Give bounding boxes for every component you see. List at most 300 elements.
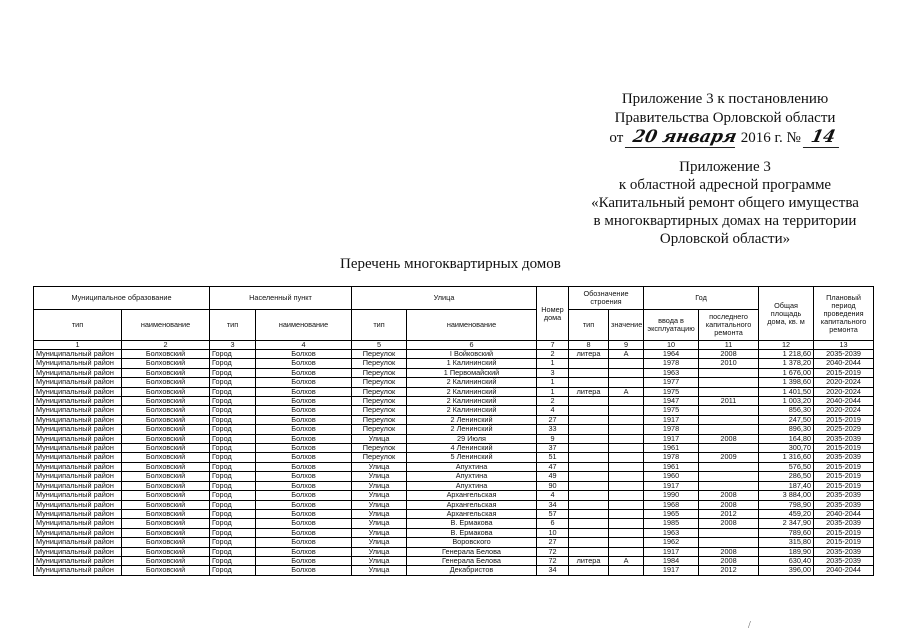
cell-year-last-repair: 2008 [699, 350, 759, 359]
cell-street-type: Улица [352, 519, 407, 528]
cell-settlement-name: Болхов [256, 453, 352, 462]
column-number: 13 [814, 341, 874, 350]
table-row [34, 406, 874, 415]
cell-year-commissioned: 1962 [644, 538, 699, 547]
cell-settlement-name: Болхов [256, 519, 352, 528]
cell-settlement-name: Болхов [256, 387, 352, 396]
cell-settlement-type: Город [210, 491, 256, 500]
cell-settlement-type: Город [210, 387, 256, 396]
column-number: 12 [759, 341, 814, 350]
cell-municipality-type: Муниципальный район [34, 472, 122, 481]
cell-house-number: 49 [537, 472, 569, 481]
cell-municipality-type: Муниципальный район [34, 378, 122, 387]
cell-municipality-type: Муниципальный район [34, 350, 122, 359]
cell-planned-period: 2040-2044 [814, 509, 874, 518]
cell-planned-period: 2015-2019 [814, 444, 874, 453]
cell-settlement-type: Город [210, 444, 256, 453]
cell-building-type [569, 509, 609, 518]
cell-year-commissioned: 1978 [644, 453, 699, 462]
cell-total-area: 1 316,60 [759, 453, 814, 462]
program-appendix-line2: к областной адресной программе [618, 177, 832, 193]
cell-year-commissioned: 1917 [644, 415, 699, 424]
cell-settlement-name: Болхов [256, 434, 352, 443]
cell-municipality-type: Муниципальный район [34, 547, 122, 556]
cell-settlement-type: Город [210, 368, 256, 377]
cell-year-last-repair: 2008 [699, 491, 759, 500]
cell-settlement-type: Город [210, 538, 256, 547]
cell-settlement-name: Болхов [256, 397, 352, 406]
cell-building-value [609, 566, 644, 575]
cell-municipality-type: Муниципальный район [34, 415, 122, 424]
cell-street-name: В. Ермакова [407, 528, 537, 537]
program-appendix-header [540, 158, 905, 248]
cell-settlement-name: Болхов [256, 406, 352, 415]
table-row [34, 350, 874, 359]
table-row [34, 566, 874, 575]
cell-street-type: Переулок [352, 359, 407, 368]
cell-street-type: Переулок [352, 453, 407, 462]
cell-settlement-name: Болхов [256, 378, 352, 387]
table-row [34, 415, 874, 424]
cell-municipality-name: Болховский [122, 350, 210, 359]
cell-total-area: 315,80 [759, 538, 814, 547]
cell-year-last-repair: 2012 [699, 509, 759, 518]
cell-municipality-name: Болховский [122, 359, 210, 368]
cell-street-name: Генерала Белова [407, 556, 537, 565]
table-row [34, 387, 874, 396]
cell-building-value [609, 472, 644, 481]
program-appendix-line5: Орловской области» [659, 231, 791, 247]
cell-year-commissioned: 1917 [644, 434, 699, 443]
cell-street-name: Архангельская [407, 509, 537, 518]
cell-total-area: 189,90 [759, 547, 814, 556]
cell-street-name: Генерала Белова [407, 547, 537, 556]
cell-street-type: Переулок [352, 368, 407, 377]
cell-building-value [609, 359, 644, 368]
decree-year: 2016 г. № [740, 130, 801, 146]
cell-house-number: 72 [537, 547, 569, 556]
cell-municipality-name: Болховский [122, 397, 210, 406]
cell-settlement-name: Болхов [256, 350, 352, 359]
cell-total-area: 1 003,20 [759, 397, 814, 406]
column-number: 8 [569, 341, 609, 350]
cell-municipality-type: Муниципальный район [34, 462, 122, 471]
cell-street-type: Переулок [352, 378, 407, 387]
cell-street-type: Улица [352, 538, 407, 547]
cell-municipality-type: Муниципальный район [34, 425, 122, 434]
cell-settlement-type: Город [210, 462, 256, 471]
cell-total-area: 789,60 [759, 528, 814, 537]
cell-total-area: 187,40 [759, 481, 814, 490]
header-total-area: Общая площадь дома, кв. м [759, 287, 814, 341]
cell-street-type: Переулок [352, 350, 407, 359]
column-number: 11 [699, 341, 759, 350]
cell-planned-period: 2015-2019 [814, 472, 874, 481]
cell-building-value [609, 415, 644, 424]
cell-building-type: литера [569, 350, 609, 359]
cell-building-type [569, 368, 609, 377]
table-row [34, 425, 874, 434]
cell-house-number: 2 [537, 397, 569, 406]
header-settlement-type: тип [210, 310, 256, 341]
cell-house-number: 1 [537, 359, 569, 368]
cell-planned-period: 2035-2039 [814, 500, 874, 509]
cell-planned-period: 2020-2024 [814, 406, 874, 415]
cell-year-commissioned: 1975 [644, 406, 699, 415]
header-year-commissioned: ввода в эксплуатацию [644, 310, 699, 341]
cell-street-type: Улица [352, 472, 407, 481]
cell-settlement-type: Город [210, 500, 256, 509]
stray-mark: / [748, 620, 751, 631]
cell-year-commissioned: 1977 [644, 378, 699, 387]
cell-building-value [609, 444, 644, 453]
cell-planned-period: 2035-2039 [814, 453, 874, 462]
cell-building-type: литера [569, 556, 609, 565]
cell-planned-period: 2035-2039 [814, 491, 874, 500]
cell-settlement-type: Город [210, 406, 256, 415]
cell-municipality-type: Муниципальный район [34, 397, 122, 406]
cell-municipality-type: Муниципальный район [34, 359, 122, 368]
decree-date-number-row [560, 128, 890, 148]
cell-settlement-type: Город [210, 378, 256, 387]
cell-year-last-repair [699, 415, 759, 424]
cell-year-last-repair: 2008 [699, 556, 759, 565]
column-number: 6 [407, 341, 537, 350]
cell-municipality-name: Болховский [122, 387, 210, 396]
cell-settlement-name: Болхов [256, 462, 352, 471]
table-row [34, 444, 874, 453]
header-planned-period: Плановый период проведения капитального ремонта [814, 287, 874, 341]
cell-street-name: 5 Ленинский [407, 453, 537, 462]
cell-total-area: 286,50 [759, 472, 814, 481]
cell-house-number: 27 [537, 415, 569, 424]
cell-municipality-name: Болховский [122, 368, 210, 377]
cell-house-number: 9 [537, 434, 569, 443]
cell-building-value [609, 538, 644, 547]
cell-planned-period: 2040-2044 [814, 566, 874, 575]
cell-street-name: 2 Калининский [407, 397, 537, 406]
table-row [34, 556, 874, 565]
cell-year-last-repair [699, 462, 759, 471]
cell-total-area: 798,90 [759, 500, 814, 509]
cell-year-commissioned: 1961 [644, 462, 699, 471]
table-body [34, 350, 874, 576]
cell-street-name: Декабристов [407, 566, 537, 575]
column-number: 9 [609, 341, 644, 350]
table-row [34, 397, 874, 406]
cell-municipality-name: Болховский [122, 538, 210, 547]
cell-settlement-name: Болхов [256, 538, 352, 547]
cell-building-type [569, 566, 609, 575]
cell-settlement-type: Город [210, 547, 256, 556]
cell-year-last-repair [699, 406, 759, 415]
cell-settlement-type: Город [210, 519, 256, 528]
decree-appendix-line2: Правительства Орловской области [614, 110, 836, 126]
table-row [34, 538, 874, 547]
cell-settlement-name: Болхов [256, 500, 352, 509]
cell-settlement-type: Город [210, 453, 256, 462]
cell-year-commissioned: 1978 [644, 359, 699, 368]
cell-year-last-repair: 2008 [699, 547, 759, 556]
cell-building-type: литера [569, 387, 609, 396]
cell-total-area: 1 218,60 [759, 350, 814, 359]
cell-municipality-type: Муниципальный район [34, 434, 122, 443]
cell-year-last-repair: 2008 [699, 519, 759, 528]
header-year-last-repair: последнего капитального ремонта [699, 310, 759, 341]
cell-building-type [569, 415, 609, 424]
cell-total-area: 1 398,60 [759, 378, 814, 387]
cell-municipality-name: Болховский [122, 453, 210, 462]
cell-settlement-type: Город [210, 556, 256, 565]
header-street-type: тип [352, 310, 407, 341]
column-number: 10 [644, 341, 699, 350]
cell-street-name: 1 Калининский [407, 359, 537, 368]
cell-municipality-type: Муниципальный район [34, 500, 122, 509]
program-appendix-line3: «Капитальный ремонт общего имущества [591, 195, 859, 211]
cell-year-commissioned: 1964 [644, 350, 699, 359]
cell-settlement-name: Болхов [256, 556, 352, 565]
cell-house-number: 57 [537, 509, 569, 518]
cell-house-number: 1 [537, 378, 569, 387]
cell-total-area: 576,50 [759, 462, 814, 471]
column-number: 4 [256, 341, 352, 350]
table-row [34, 472, 874, 481]
program-appendix-line1: Приложение 3 [679, 159, 771, 175]
cell-building-type [569, 406, 609, 415]
cell-building-value [609, 368, 644, 377]
cell-building-value [609, 481, 644, 490]
cell-house-number: 4 [537, 491, 569, 500]
cell-house-number: 10 [537, 528, 569, 537]
cell-street-name: В. Ермакова [407, 519, 537, 528]
cell-street-name: 1 Первомайский [407, 368, 537, 377]
cell-municipality-name: Болховский [122, 500, 210, 509]
cell-building-value: А [609, 350, 644, 359]
cell-municipality-type: Муниципальный район [34, 368, 122, 377]
cell-building-type [569, 453, 609, 462]
header-municipality-name: наименование [122, 310, 210, 341]
cell-street-name: Апухтина [407, 462, 537, 471]
cell-total-area: 896,30 [759, 425, 814, 434]
cell-street-name: 2 Ленинский [407, 415, 537, 424]
cell-planned-period: 2015-2019 [814, 528, 874, 537]
cell-settlement-name: Болхов [256, 425, 352, 434]
cell-house-number: 27 [537, 538, 569, 547]
cell-year-last-repair: 2009 [699, 453, 759, 462]
cell-street-type: Улица [352, 491, 407, 500]
header-street: Улица [352, 287, 537, 310]
cell-municipality-name: Болховский [122, 547, 210, 556]
cell-municipality-type: Муниципальный район [34, 387, 122, 396]
column-number: 5 [352, 341, 407, 350]
cell-year-commissioned: 1917 [644, 566, 699, 575]
cell-total-area: 396,00 [759, 566, 814, 575]
cell-house-number: 37 [537, 444, 569, 453]
cell-planned-period: 2015-2019 [814, 538, 874, 547]
table-row [34, 359, 874, 368]
header-street-name: наименование [407, 310, 537, 341]
cell-house-number: 2 [537, 350, 569, 359]
cell-street-type: Переулок [352, 444, 407, 453]
cell-planned-period: 2035-2039 [814, 519, 874, 528]
cell-building-type [569, 547, 609, 556]
cell-house-number: 51 [537, 453, 569, 462]
cell-street-type: Переулок [352, 397, 407, 406]
cell-year-last-repair [699, 481, 759, 490]
table-row [34, 547, 874, 556]
cell-building-value [609, 500, 644, 509]
table-row [34, 368, 874, 377]
cell-settlement-name: Болхов [256, 491, 352, 500]
cell-street-name: Архангельская [407, 491, 537, 500]
cell-building-value [609, 425, 644, 434]
cell-year-commissioned: 1960 [644, 472, 699, 481]
cell-street-type: Улица [352, 481, 407, 490]
cell-settlement-type: Город [210, 359, 256, 368]
cell-building-type [569, 472, 609, 481]
cell-municipality-type: Муниципальный район [34, 528, 122, 537]
cell-settlement-name: Болхов [256, 359, 352, 368]
cell-building-type [569, 359, 609, 368]
cell-building-value [609, 453, 644, 462]
cell-street-name: Апухтина [407, 472, 537, 481]
cell-street-name: I Войковский [407, 350, 537, 359]
cell-year-last-repair [699, 378, 759, 387]
cell-settlement-type: Город [210, 434, 256, 443]
cell-planned-period: 2020-2024 [814, 378, 874, 387]
column-numbers-row [34, 341, 874, 350]
cell-settlement-name: Болхов [256, 481, 352, 490]
cell-planned-period: 2035-2039 [814, 434, 874, 443]
cell-year-last-repair: 2008 [699, 434, 759, 443]
cell-street-type: Улица [352, 509, 407, 518]
cell-municipality-type: Муниципальный район [34, 481, 122, 490]
cell-settlement-type: Город [210, 350, 256, 359]
cell-year-last-repair [699, 538, 759, 547]
cell-street-name: 2 Калининский [407, 378, 537, 387]
column-number: 1 [34, 341, 122, 350]
cell-house-number: 90 [537, 481, 569, 490]
cell-settlement-type: Город [210, 481, 256, 490]
cell-settlement-name: Болхов [256, 444, 352, 453]
cell-settlement-type: Город [210, 528, 256, 537]
table-row [34, 509, 874, 518]
handwritten-date: 20 января [625, 128, 739, 148]
cell-house-number: 3 [537, 368, 569, 377]
cell-total-area: 1 378,20 [759, 359, 814, 368]
cell-street-type: Улица [352, 547, 407, 556]
cell-house-number: 72 [537, 556, 569, 565]
cell-street-type: Улица [352, 462, 407, 471]
cell-municipality-name: Болховский [122, 434, 210, 443]
cell-street-type: Переулок [352, 425, 407, 434]
cell-street-type: Переулок [352, 415, 407, 424]
cell-planned-period: 2040-2044 [814, 397, 874, 406]
cell-year-last-repair [699, 528, 759, 537]
cell-year-last-repair: 2012 [699, 566, 759, 575]
table-row [34, 462, 874, 471]
cell-planned-period: 2020-2024 [814, 387, 874, 396]
cell-municipality-type: Муниципальный район [34, 444, 122, 453]
cell-municipality-type: Муниципальный район [34, 538, 122, 547]
cell-planned-period: 2025-2029 [814, 425, 874, 434]
cell-municipality-name: Болховский [122, 509, 210, 518]
cell-year-last-repair [699, 444, 759, 453]
cell-street-type: Улица [352, 566, 407, 575]
cell-settlement-type: Город [210, 566, 256, 575]
table-row [34, 378, 874, 387]
from-label: от [609, 130, 624, 146]
cell-municipality-name: Болховский [122, 462, 210, 471]
cell-municipality-name: Болховский [122, 415, 210, 424]
cell-building-type [569, 397, 609, 406]
cell-total-area: 2 347,90 [759, 519, 814, 528]
cell-street-name: Архангельская [407, 500, 537, 509]
cell-municipality-name: Болховский [122, 472, 210, 481]
cell-year-last-repair [699, 368, 759, 377]
cell-year-last-repair: 2011 [699, 397, 759, 406]
cell-planned-period: 2015-2019 [814, 481, 874, 490]
cell-street-type: Переулок [352, 406, 407, 415]
cell-total-area: 247,50 [759, 415, 814, 424]
cell-settlement-name: Болхов [256, 566, 352, 575]
cell-house-number: 6 [537, 519, 569, 528]
cell-settlement-type: Город [210, 397, 256, 406]
cell-year-commissioned: 1963 [644, 368, 699, 377]
cell-building-value [609, 491, 644, 500]
header-municipality-type: тип [34, 310, 122, 341]
cell-building-type [569, 491, 609, 500]
cell-house-number: 33 [537, 425, 569, 434]
cell-year-commissioned: 1947 [644, 397, 699, 406]
cell-house-number: 4 [537, 406, 569, 415]
cell-year-commissioned: 1984 [644, 556, 699, 565]
header-building-type: тип [569, 310, 609, 341]
cell-building-type [569, 434, 609, 443]
cell-municipality-type: Муниципальный район [34, 406, 122, 415]
cell-building-value: А [609, 387, 644, 396]
cell-year-commissioned: 1978 [644, 425, 699, 434]
table-row [34, 491, 874, 500]
cell-building-value [609, 528, 644, 537]
header-house-number: Номер дома [537, 287, 569, 341]
cell-building-value [609, 406, 644, 415]
cell-municipality-name: Болховский [122, 556, 210, 565]
cell-planned-period: 2015-2019 [814, 368, 874, 377]
header-building-value: значение [609, 310, 644, 341]
cell-year-commissioned: 1965 [644, 509, 699, 518]
cell-settlement-name: Болхов [256, 415, 352, 424]
cell-street-name: 4 Ленинский [407, 444, 537, 453]
handwritten-number: 14 [802, 128, 842, 148]
cell-municipality-name: Болховский [122, 491, 210, 500]
cell-building-type [569, 444, 609, 453]
column-number: 2 [122, 341, 210, 350]
list-title: Перечень многоквартирных домов [340, 256, 561, 272]
decree-appendix-header [560, 90, 890, 148]
cell-year-last-repair [699, 425, 759, 434]
cell-building-value [609, 397, 644, 406]
header-year: Год [644, 287, 759, 310]
table-row [34, 434, 874, 443]
cell-settlement-type: Город [210, 415, 256, 424]
table-row [34, 481, 874, 490]
cell-street-name: Апухтина [407, 481, 537, 490]
column-number: 7 [537, 341, 569, 350]
cell-building-type [569, 519, 609, 528]
column-number: 3 [210, 341, 256, 350]
program-appendix-line4: в многоквартирных домах на территории [593, 213, 857, 229]
